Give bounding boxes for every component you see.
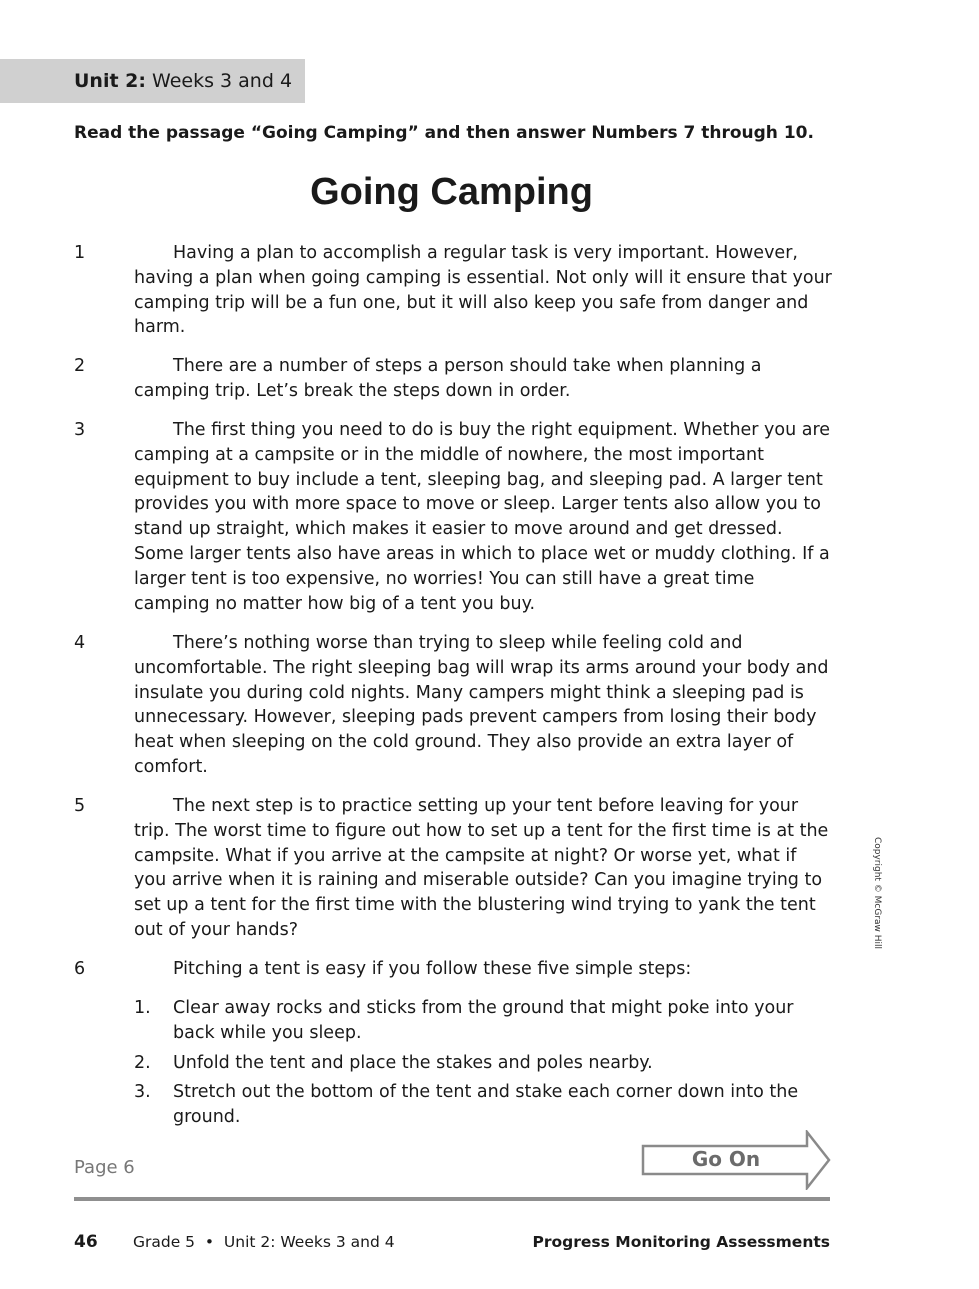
go-on-label: Go On <box>691 1147 761 1171</box>
paragraph-text: Pitching a tent is easy if you follow these five simple steps: <box>173 959 692 979</box>
paragraph-number: 2 <box>74 356 86 376</box>
paragraph-number: 6 <box>74 959 86 979</box>
paragraph-number: 3 <box>74 420 86 440</box>
copyright-notice: Copyright © McGraw Hill <box>872 836 882 950</box>
paragraph-number: 1 <box>74 243 86 263</box>
paragraph-4 <box>74 631 834 780</box>
step-text: Clear away rocks and sticks from the ground that might poke into your back while you sleep. <box>173 998 794 1043</box>
paragraph-1 <box>74 241 834 340</box>
instructions: Read the passage “Going Camping” and then answer Numbers 7 through 10. <box>74 123 814 143</box>
footer-assessment-title: Progress Monitoring Assessments <box>532 1233 830 1251</box>
footer-grade-info: Grade 5 • Unit 2: Weeks 3 and 4 <box>133 1233 395 1251</box>
step-item-3 <box>134 1080 834 1130</box>
step-number: 1. <box>134 998 151 1018</box>
step-item-2 <box>134 1051 834 1076</box>
paragraph-text: Having a plan to accomplish a regular task is very important. However, having a plan when going camping is essential. Not only will it ensure that your camping trip will be a fun one, but it will also keep you safe from danger and harm. <box>134 243 832 338</box>
passage-title: Going Camping <box>310 171 593 213</box>
paragraph-text: There are a number of steps a person should take when planning a camping trip. Let’s break the steps down in order. <box>134 356 762 401</box>
footer-divider <box>74 1197 830 1201</box>
paragraph-text: The first thing you need to do is buy the right equipment. Whether you are camping at a campsite or in the middle of nowhere, the most important equipment to buy include a tent, sleeping bag, and sleeping pad. A larger tent provides you with more space to move or sleep. Larger tents also allow you to stand up straight, which makes it easier to move around and get dressed. Some larger tents also have areas in which to place wet or muddy clothing. If a larger tent is too expensive, no worries! You can still have a great time camping no matter how big of a tent you buy. <box>134 420 831 614</box>
step-text: Stretch out the bottom of the tent and stake each corner down into the ground. <box>173 1082 799 1127</box>
paragraph-number: 5 <box>74 796 86 816</box>
unit-label: Unit 2: <box>74 70 146 92</box>
step-item-1 <box>134 996 834 1046</box>
step-number: 2. <box>134 1053 151 1073</box>
paragraph-3 <box>74 418 834 616</box>
paragraph-5 <box>74 794 834 943</box>
footer-page-number: 46 <box>74 1232 98 1252</box>
paragraph-text: There’s nothing worse than trying to sleep while feeling cold and uncomfortable. The right sleeping bag will wrap its arms around your body and insulate you during cold nights. Many campers might think a sleeping pad is unnecessary. However, sleeping pads prevent campers from losing their body heat when sleeping on the cold ground. They also provide an extra layer of comfort. <box>134 633 829 777</box>
unit-weeks: Weeks 3 and 4 <box>152 70 293 92</box>
paragraph-text: The next step is to practice setting up your tent before leaving for your trip. The worst time to figure out how to set up a tent for the first time is at the campsite. What if you arrive at the campsite at night? Or worse yet, what if you arrive when it is raining and miserable outside? Can you imagine trying to set up a tent for the first time with the blustering wind trying to yank the tent out of your hands? <box>134 796 829 940</box>
step-text: Unfold the tent and place the stakes and poles nearby. <box>173 1053 653 1073</box>
paragraph-2 <box>74 354 834 404</box>
page-label: Page 6 <box>74 1157 135 1178</box>
paragraph-number: 4 <box>74 633 86 653</box>
unit-header-tab <box>0 59 305 103</box>
step-number: 3. <box>134 1082 151 1102</box>
paragraph-6 <box>74 957 834 982</box>
